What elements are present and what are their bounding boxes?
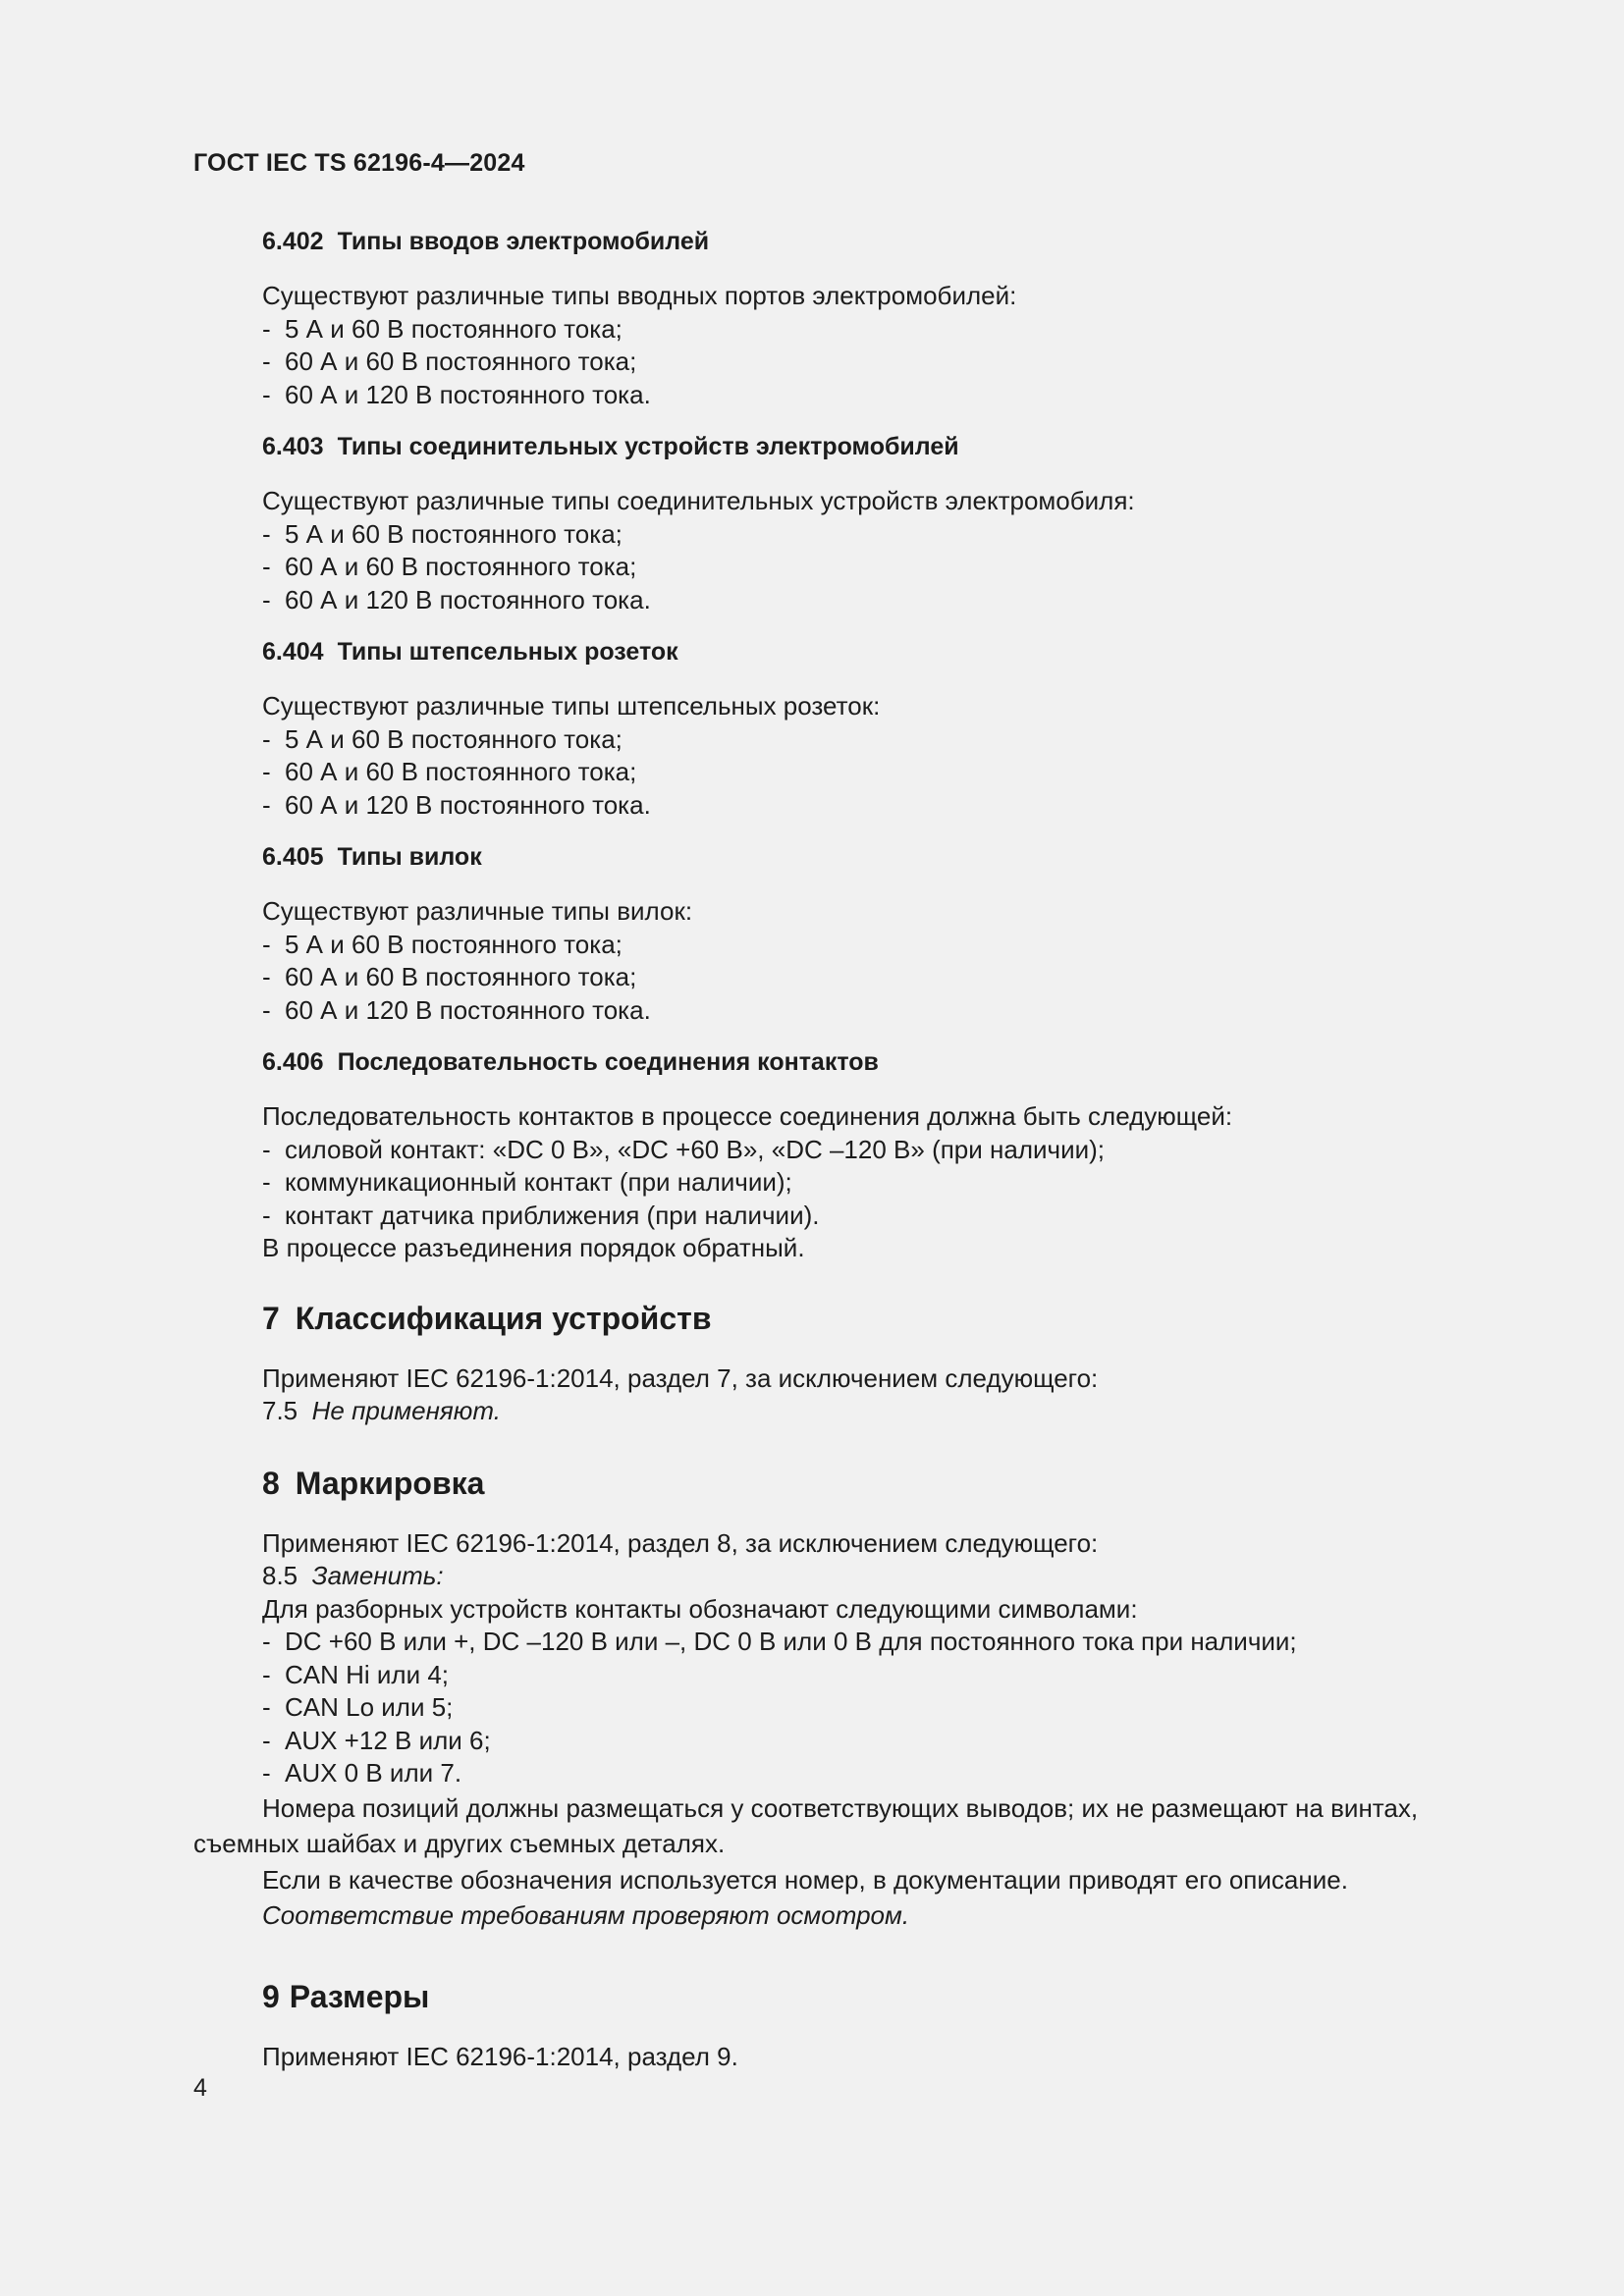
document-code-header: ГОСТ IEC TS 62196-4—2024 [193,149,525,177]
subsection-title: Типы штепсельных розеток [337,638,678,666]
subsection-heading [262,1042,1509,1082]
section-text: Применяют IEC 62196-1:2014, раздел 9. [262,2041,738,2071]
subsection-intro: Последовательность контактов в процессе соединения должна быть следующей: [262,1101,1233,1131]
list-item: - 60 А и 120 В постоянного тока. [262,789,651,820]
subsection-intro: Существуют различные типы вводных портов электромобилей: [262,281,1017,310]
clause-number: 7.5 [262,1396,298,1425]
paragraph-compliance: Соответствие требованиям проверяют осмотром. [262,1900,910,1930]
paragraph: Если в качестве обозначения используется номер, в документации приводят его описание. [262,1864,1348,1895]
section-9 [193,1973,1509,2074]
page-content [193,222,1509,2073]
subsection-intro: Существуют различные типы вилок: [262,896,693,926]
symbols-intro: Для разборных устройств контакты обозначают следующими символами: [262,1593,1138,1624]
subsection-6-402 [193,222,1509,411]
clause-text: Не применяют. [311,1396,501,1425]
list-item: - 5 А и 60 В постоянного тока; [262,723,623,754]
section-heading [262,1973,1509,2020]
section-number: 8 [262,1465,280,1501]
section-7 [193,1295,1509,1428]
subsection-number: 6.405 [262,843,324,871]
section-8-paragraphs [193,1790,1509,1934]
list-item: - 60 А и 120 В постоянного тока. [262,379,651,409]
bullet-list [262,723,1509,823]
list-item: - коммуникационный контакт (при наличии); [262,1167,792,1197]
list-item: - контакт датчика приближения (при наличии). [262,1200,820,1230]
subsection-heading [262,632,1509,671]
subsection-title: Последовательность соединения контактов [337,1048,879,1076]
list-item: - DC +60 В или +, DC –120 В или –, DC 0 В или 0 В для постоянного тока при наличии; [262,1627,1297,1656]
subsection-title: Типы соединительных устройств электромобилей [337,433,959,460]
subsection-number: 6.404 [262,638,324,666]
list-item: - силовой контакт: «DC 0 В», «DC +60 В», «DC –120 В» (при наличии); [262,1134,1105,1164]
clause-line [262,1395,1509,1428]
subsection-heading [262,222,1509,261]
section-number: 7 [262,1300,280,1336]
subsection-intro: Существуют различные типы штепсельных розеток: [262,691,881,721]
subsection-title: Типы вилок [337,843,482,871]
list-item: - 60 А и 60 В постоянного тока; [262,962,637,991]
bullet-list [262,518,1509,617]
list-item: - CAN Hi или 4; [262,1659,450,1689]
list-item: - 60 А и 120 В постоянного тока. [262,994,651,1025]
subsection-6-406 [193,1042,1509,1265]
clause-line [262,1560,1509,1593]
list-item: - 5 А и 60 В постоянного тока; [262,929,623,959]
subsection-title: Типы вводов электромобилей [337,228,710,255]
list-item: - 60 А и 60 В постоянного тока; [262,757,637,786]
list-item: - 5 А и 60 В постоянного тока; [262,518,623,549]
subsection-number: 6.402 [262,228,324,255]
section-8 [193,1460,1509,1790]
bullet-list [262,1134,1509,1233]
list-item: - AUX +12 В или 6; [262,1725,491,1755]
bullet-list [262,313,1509,412]
section-number: 9 [262,1978,280,2014]
section-title: Размеры [289,1978,430,2014]
list-item: - 60 А и 120 В постоянного тока. [262,584,651,614]
page-number: 4 [193,2074,207,2102]
paragraph: Номера позиций должны размещаться у соответствующих выводов; их не размещают на винтах, съемных шайбах и других съемных деталях. [193,1792,1419,1858]
list-item: - 60 А и 60 В постоянного тока; [262,347,637,376]
subsection-6-404 [193,632,1509,822]
clause-number: 8.5 [262,1561,298,1590]
section-heading [262,1295,1509,1342]
list-item: - CAN Lo или 5; [262,1692,454,1722]
section-title: Маркировка [295,1465,485,1501]
section-title: Классификация устройств [295,1300,712,1336]
subsection-outro: В процессе разъединения порядок обратный. [262,1233,805,1262]
section-heading [262,1460,1509,1507]
section-text: Применяют IEC 62196-1:2014, раздел 8, за исключением следующего: [262,1527,1099,1558]
subsection-number: 6.403 [262,433,324,460]
subsection-heading [262,427,1509,466]
subsection-6-403 [193,427,1509,616]
clause-text: Заменить: [311,1561,444,1590]
subsection-heading [262,837,1509,877]
bullet-list [262,1626,1509,1790]
subsection-intro: Существуют различные типы соединительных устройств электромобиля: [262,486,1135,515]
list-item: - 60 А и 60 В постоянного тока; [262,552,637,581]
list-item: - 5 А и 60 В постоянного тока; [262,313,623,344]
list-item: - AUX 0 В или 7. [262,1758,462,1788]
subsection-number: 6.406 [262,1048,324,1076]
subsection-6-405 [193,837,1509,1027]
bullet-list [262,929,1509,1028]
section-text: Применяют IEC 62196-1:2014, раздел 7, за исключением следующего: [262,1362,1099,1393]
